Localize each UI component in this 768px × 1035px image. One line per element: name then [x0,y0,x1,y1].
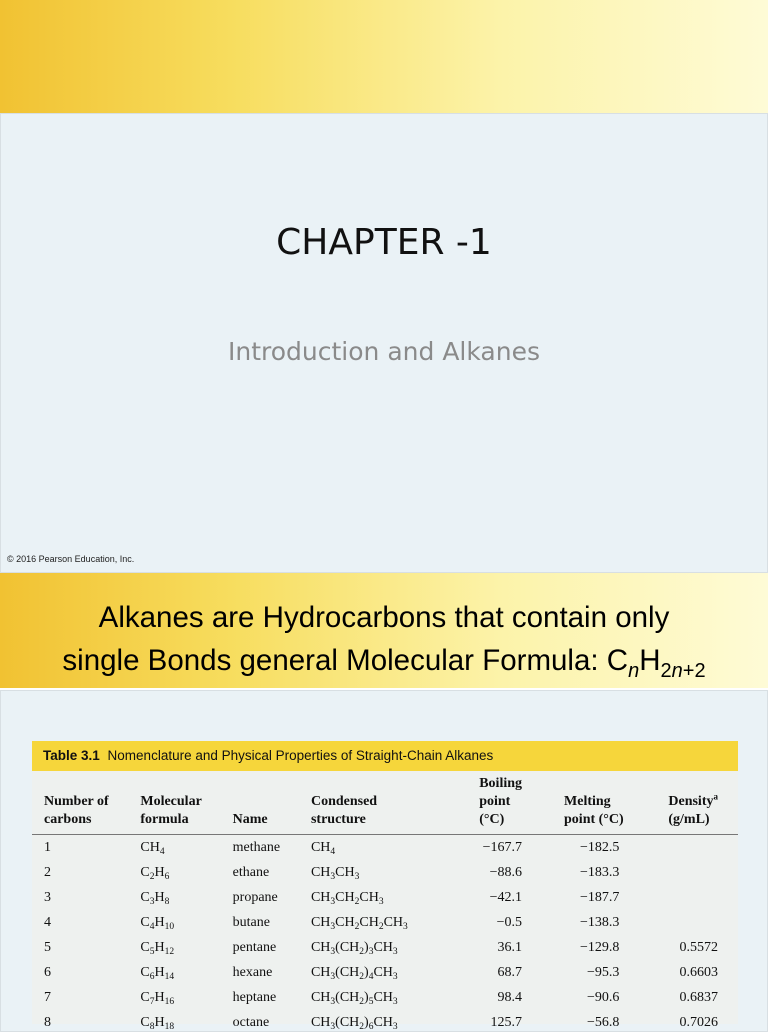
chapter-title: CHAPTER -1 [276,222,492,263]
table-row: 7 $C_7H_{16}$ heptane $CH_3(CH_2)_5CH_3$ 98.4 −90.6 0.6837 [44,989,718,1007]
header-boiling-point: Boiling point (°C) [479,776,523,827]
header-structure: Condensed structure [310,794,378,827]
header-formula: Molecular formula [140,794,202,827]
table-header-row [32,771,738,835]
alkanes-headline [0,596,768,682]
header-melting-point: Melting point (°C) [564,794,624,827]
alkanes-table [32,771,738,1035]
previous-slide-band [0,0,768,113]
table-row: 2 $C_2H_6$ ethane $CH_3CH_3$ −88.6 −183.3 [44,864,620,882]
header-name: Name [232,812,268,827]
table-row: 8 $C_8H_{18}$ octane $CH_3(CH_2)_6CH_3$ 125.7 −56.8 0.7026 [44,1014,718,1032]
headline-line-1: Alkanes are Hydrocarbons that contain only [98,601,670,634]
title-slide [0,113,768,573]
table-label: Table 3.1 [43,748,100,763]
chapter-subtitle: Introduction and Alkanes [228,337,540,366]
table-row: 4 $C_4H_{10}$ butane $CH_3CH_2CH_2CH_3$ −0.5 −138.3 [44,914,620,932]
headline-line-2: single Bonds general Molecular Formula: $C_nH_{2n+2}$ [62,644,706,682]
table-row: 1 $CH_4$ methane $CH_4$ −167.7 −182.5 [44,839,620,857]
table-title: Nomenclature and Physical Properties of Straight-Chain Alkanes [107,748,494,763]
table-row: 5 $C_5H_{12}$ pentane $CH_3(CH_2)_3CH_3$ 36.1 −129.8 0.5572 [44,939,718,957]
header-carbons: Number of carbons [44,794,109,827]
alkanes-table-container [32,771,738,1032]
table-caption [32,741,738,771]
table-row: 3 $C_3H_8$ propane $CH_3CH_2CH_3$ −42.1 −187.7 [44,889,620,907]
header-density: Density$^a$ (g/mL) [668,791,718,827]
copyright-notice: © 2016 Pearson Education, Inc. [7,554,135,564]
table-row: 6 $C_6H_{14}$ hexane $CH_3(CH_2)_4CH_3$ 68.7 −95.3 0.6603 [44,964,718,982]
